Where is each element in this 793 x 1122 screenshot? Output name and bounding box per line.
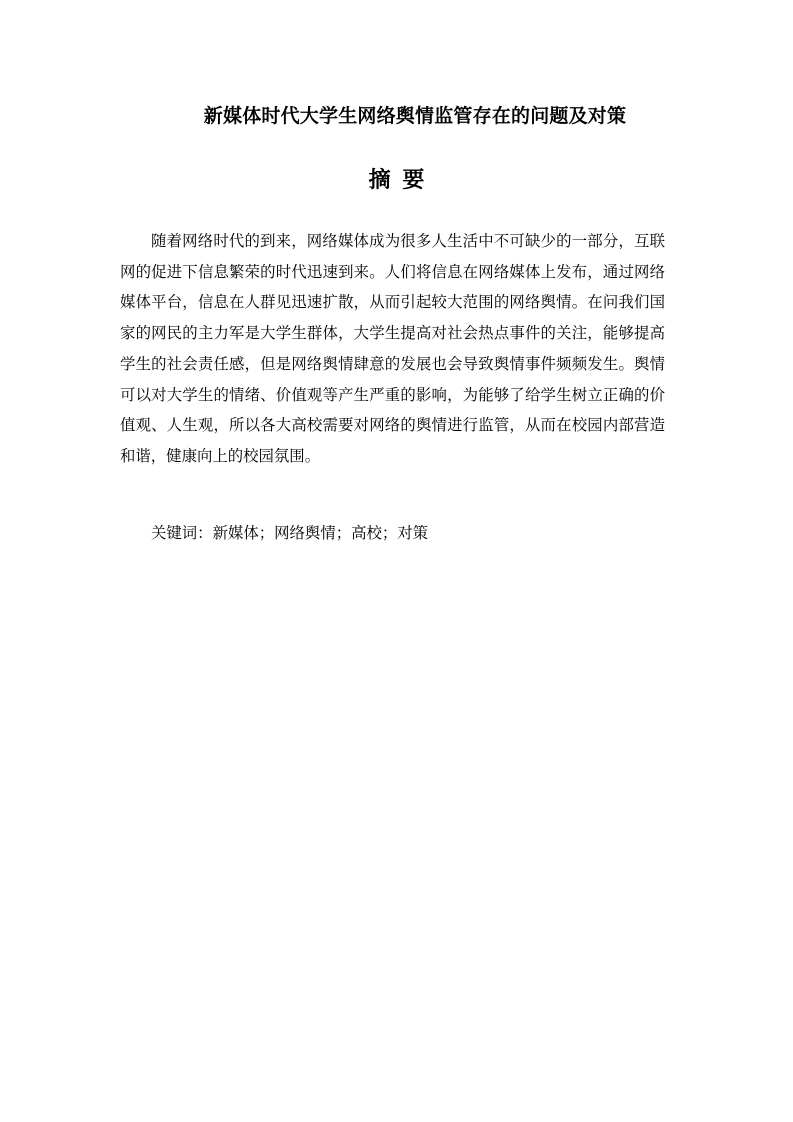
document-title: 新媒体时代大学生网络舆情监管存在的问题及对策 — [203, 105, 627, 127]
keywords-list: 新媒体；网络舆情；高校；对策 — [212, 524, 429, 542]
keywords-label: 关键词： — [151, 524, 213, 542]
abstract-body: 随着网络时代的到来，网络媒体成为很多人生活中不可缺少的一部分，互联网的促进下信息繁荣的时代迅速到来。人们将信息在网络媒体上发布，通过网络媒体平台，信息在人群见迅速扩散，从而引起较大范围的网络舆情。在问我们国家的网民的主力军是大学生群体，大学生提高对社会热点事件的关注，能够提高学生的社会责任感，但是网络舆情肆意的发展也会导致舆情事件频频发生。舆情可以对大学生的情绪、价值观等产生严重的影响，为能够了给学生树立正确的价值观、人生观，所以各大高校需要对网络的舆情进行监管，从而在校园内部营造和谐，健康向上的校园氛围。 — [120, 232, 665, 465]
keywords-line — [151, 518, 428, 548]
abstract-heading: 摘 要 — [368, 168, 427, 193]
